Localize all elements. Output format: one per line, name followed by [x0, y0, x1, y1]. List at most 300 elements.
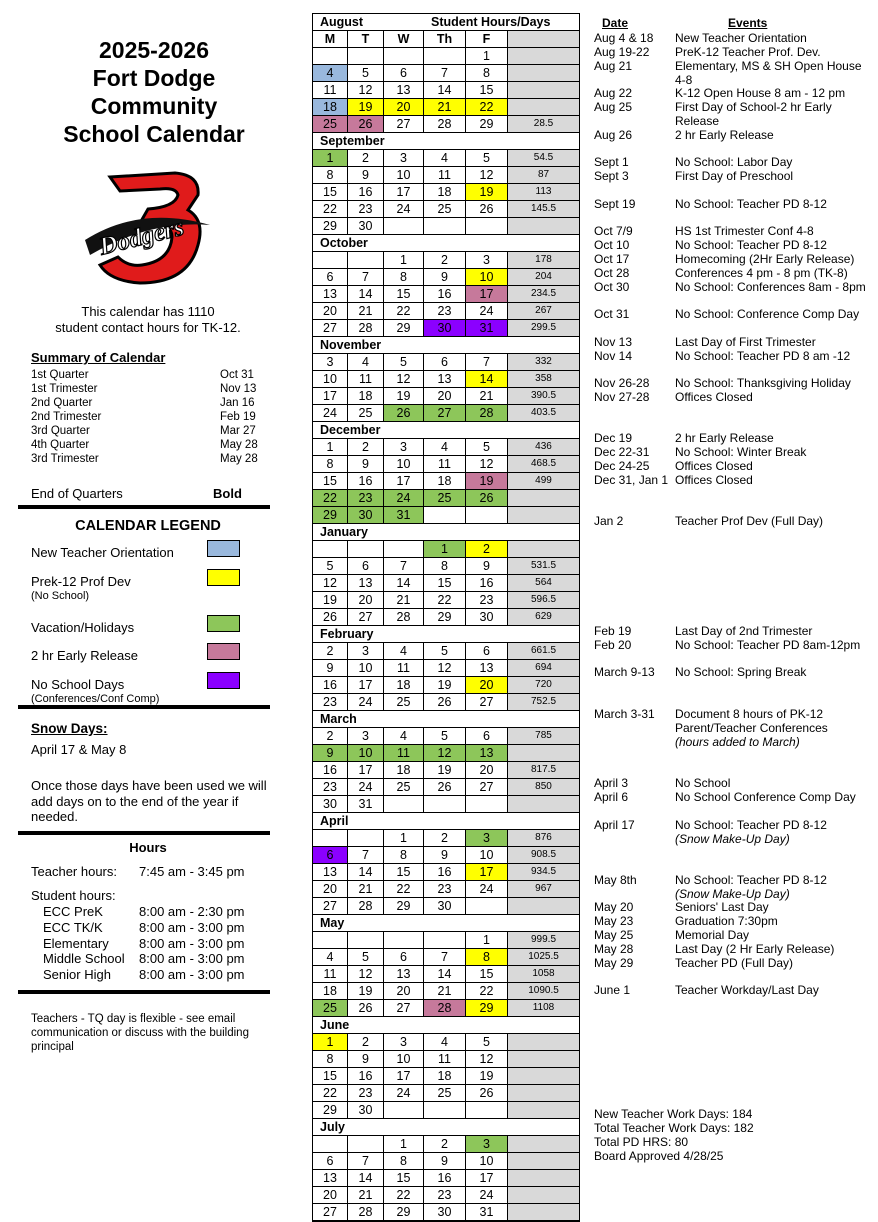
divider: [18, 705, 270, 709]
hours-cell: 204: [508, 269, 579, 285]
week-row: [313, 1034, 579, 1051]
day-cell: 23: [466, 592, 508, 608]
event-text: Document 8 hours of PK-12 Parent/Teacher Conferences: [675, 707, 828, 735]
event-text: No School: Teacher PD 8-12: [675, 238, 827, 252]
day-cell: 22: [384, 1187, 424, 1203]
legend-text: No School Days: [31, 677, 125, 692]
student-hours-value: 8:00 am - 2:30 pm: [139, 904, 245, 919]
hours-cell: [508, 1170, 579, 1186]
day-cell: 8: [313, 167, 348, 183]
day-cell: 8: [313, 1051, 348, 1067]
day-cell: 13: [466, 745, 508, 761]
event-text: Offices Closed: [675, 473, 753, 487]
event-date: Jan 2: [594, 514, 624, 528]
hours-cell: 1025.5: [508, 949, 579, 965]
day-cell: 11: [348, 371, 384, 387]
day-cell: [466, 1102, 508, 1118]
day-cell: 16: [313, 762, 348, 778]
summary-date: May 28: [220, 439, 258, 451]
event-text: First Day of School-2 hr Early Release: [675, 100, 832, 128]
week-row: [313, 490, 579, 507]
week-row: [313, 507, 579, 524]
student-hours-value: 8:00 am - 3:00 pm: [139, 967, 245, 982]
week-row: [313, 1051, 579, 1068]
day-cell: 14: [384, 575, 424, 591]
week-row: [313, 184, 579, 201]
day-cell: 5: [348, 65, 384, 81]
event-date: Aug 25: [594, 100, 633, 114]
day-cell: 23: [424, 1187, 466, 1203]
day-cell: 31: [384, 507, 424, 523]
day-cell: 16: [348, 1068, 384, 1084]
summary-row: [31, 397, 261, 411]
day-cell: 2: [424, 252, 466, 268]
day-cell: 10: [348, 660, 384, 676]
day-cell: 10: [384, 167, 424, 183]
hours-cell: 876: [508, 830, 579, 846]
event-date: April 6: [594, 790, 629, 804]
day-cell: [348, 252, 384, 268]
day-header-row: [313, 31, 579, 48]
month-header: May: [313, 915, 579, 932]
day-cell: 18: [424, 184, 466, 200]
legend-text: Vacation/Holidays: [31, 620, 135, 635]
event-text: No School: Teacher PD 8-12: [675, 197, 827, 211]
day-cell: 23: [313, 694, 348, 710]
day-cell: 7: [466, 354, 508, 370]
day-cell: 17: [384, 473, 424, 489]
legend-swatch: [207, 672, 240, 689]
hours-cell: [508, 745, 579, 761]
week-row: [313, 830, 579, 847]
day-cell: 7: [384, 558, 424, 574]
day-cell: 16: [424, 864, 466, 880]
week-row: [313, 1085, 579, 1102]
hours-cell: 54.5: [508, 150, 579, 166]
week-row: [313, 405, 579, 422]
day-cell: 27: [384, 116, 424, 132]
event-text: No School: Teacher PD 8-12: [675, 818, 827, 832]
day-cell: 3: [384, 150, 424, 166]
day-cell: 5: [466, 150, 508, 166]
day-cell: 4: [424, 439, 466, 455]
snow-days-heading: Snow Days:: [31, 721, 108, 736]
day-cell: 23: [348, 201, 384, 217]
event-date: May 25: [594, 928, 634, 942]
day-cell: 26: [466, 490, 508, 506]
hours-cell: [508, 1204, 579, 1220]
event-text: Homecoming (2Hr Early Release): [675, 252, 855, 266]
event-date: Nov 27-28: [594, 390, 650, 404]
day-cell: 8: [313, 456, 348, 472]
hours-cell: [508, 65, 579, 81]
summary-label: 2nd Quarter: [31, 397, 93, 409]
title-line: School Calendar: [63, 121, 245, 147]
event-date: March 9-13: [594, 665, 655, 679]
day-cell: 31: [466, 320, 508, 336]
svg-text:Dodgers: Dodgers: [96, 213, 187, 261]
day-cell: 13: [313, 864, 348, 880]
day-cell: 14: [466, 371, 508, 387]
day-cell: 23: [348, 1085, 384, 1101]
day-cell: 30: [348, 1102, 384, 1118]
hours-cell: 785: [508, 728, 579, 744]
day-cell: 11: [424, 456, 466, 472]
day-cell: 9: [348, 1051, 384, 1067]
event-text: New Teacher Orientation: [675, 31, 807, 45]
week-row: [313, 1170, 579, 1187]
day-header: Th: [424, 31, 466, 47]
day-cell: 8: [384, 847, 424, 863]
day-cell: 28: [424, 116, 466, 132]
hours-cell: 752.5: [508, 694, 579, 710]
event-text: Last Day of 2nd Trimester: [675, 624, 813, 638]
student-hours-value: 8:00 am - 3:00 pm: [139, 920, 245, 935]
event-text: No School: Teacher PD 8am-12pm: [675, 638, 861, 652]
day-cell: 27: [313, 320, 348, 336]
day-cell: [348, 1136, 384, 1152]
day-cell: 6: [384, 65, 424, 81]
day-cell: 15: [313, 1068, 348, 1084]
day-cell: 9: [348, 167, 384, 183]
day-cell: 12: [313, 575, 348, 591]
day-cell: 26: [348, 1000, 384, 1016]
summary-date: Feb 19: [220, 411, 256, 423]
day-cell: 1: [384, 252, 424, 268]
day-cell: 2: [313, 643, 348, 659]
day-cell: [313, 1136, 348, 1152]
day-cell: [348, 932, 384, 948]
hours-cell: 178: [508, 252, 579, 268]
week-row: [313, 779, 579, 796]
week-row: [313, 796, 579, 813]
snow-days-dates: April 17 & May 8: [31, 742, 127, 757]
day-cell: 16: [424, 1170, 466, 1186]
legend-swatch: [207, 615, 240, 632]
event-date: May 23: [594, 914, 634, 928]
hours-cell: [508, 1136, 579, 1152]
divider: [18, 831, 270, 835]
day-cell: 12: [424, 660, 466, 676]
day-cell: 29: [384, 898, 424, 914]
event-text: Last Day (2 Hr Early Release): [675, 942, 835, 956]
day-cell: 21: [384, 592, 424, 608]
day-cell: 19: [348, 983, 384, 999]
day-cell: 12: [348, 82, 384, 98]
hours-cell: 934.5: [508, 864, 579, 880]
day-cell: 16: [424, 286, 466, 302]
day-cell: 15: [466, 82, 508, 98]
day-cell: 8: [384, 1153, 424, 1169]
student-hours-label: ECC TK/K: [43, 920, 103, 935]
student-hours-value: 8:00 am - 3:00 pm: [139, 936, 245, 951]
month-header: January: [313, 524, 579, 541]
title-line: Fort Dodge: [92, 65, 216, 91]
summary-label: 2nd Trimester: [31, 411, 102, 423]
event-date: Aug 21: [594, 59, 633, 73]
week-row: [313, 592, 579, 609]
day-cell: [313, 541, 348, 557]
day-cell: 6: [348, 558, 384, 574]
hours-cell: [508, 1187, 579, 1203]
day-cell: 14: [424, 82, 466, 98]
day-cell: 20: [313, 881, 348, 897]
event-text: No School Conference Comp Day: [675, 790, 856, 804]
day-cell: 13: [466, 660, 508, 676]
day-cell: 21: [348, 303, 384, 319]
day-cell: [313, 932, 348, 948]
day-cell: 24: [384, 1085, 424, 1101]
day-cell: 18: [313, 983, 348, 999]
day-cell: 9: [348, 456, 384, 472]
event-text: No School: [675, 776, 731, 790]
day-cell: 8: [424, 558, 466, 574]
hours-cell: 468.5: [508, 456, 579, 472]
event-text: Teacher Prof Dev (Full Day): [675, 514, 824, 528]
day-cell: 20: [313, 1187, 348, 1203]
day-cell: [313, 830, 348, 846]
day-cell: 4: [313, 65, 348, 81]
day-cell: 8: [466, 65, 508, 81]
event-date: Nov 14: [594, 349, 633, 363]
month-header: November: [313, 337, 579, 354]
hours-cell: [508, 796, 579, 812]
hours-cell: [508, 48, 579, 64]
student-hours-label: Student hours:: [31, 888, 116, 903]
day-cell: 18: [313, 99, 348, 115]
event-date: Aug 19-22: [594, 45, 650, 59]
day-cell: 21: [424, 99, 466, 115]
day-cell: 29: [466, 1000, 508, 1016]
summary-row: [31, 425, 261, 439]
day-cell: [348, 541, 384, 557]
hours-cell: 967: [508, 881, 579, 897]
day-cell: 22: [313, 201, 348, 217]
week-row: [313, 932, 579, 949]
day-cell: 28: [384, 609, 424, 625]
day-cell: 22: [384, 303, 424, 319]
event-date: May 8th: [594, 873, 637, 887]
day-header: W: [384, 31, 424, 47]
legend-text: New Teacher Orientation: [31, 545, 174, 560]
week-row: [313, 252, 579, 269]
day-cell: 26: [424, 694, 466, 710]
event-date: Oct 31: [594, 307, 630, 321]
event-text: Memorial Day: [675, 928, 750, 942]
event-text: No School: Labor Day: [675, 155, 793, 169]
week-row: [313, 439, 579, 456]
day-cell: 1: [313, 150, 348, 166]
title-line: Community: [90, 93, 218, 119]
event-date: Oct 10: [594, 238, 630, 252]
day-cell: 5: [313, 558, 348, 574]
day-cell: 15: [466, 966, 508, 982]
day-cell: 5: [384, 354, 424, 370]
week-row: [313, 320, 579, 337]
student-hours-label: Elementary: [43, 936, 109, 951]
day-cell: 2: [424, 1136, 466, 1152]
day-cell: 3: [313, 354, 348, 370]
summary-heading: Summary of Calendar: [31, 350, 166, 365]
day-cell: 8: [466, 949, 508, 965]
day-cell: 30: [424, 320, 466, 336]
legend-label: [31, 620, 134, 635]
day-cell: 28: [348, 898, 384, 914]
day-cell: 19: [313, 592, 348, 608]
week-row: [313, 167, 579, 184]
day-cell: 25: [348, 405, 384, 421]
day-cell: 11: [313, 966, 348, 982]
day-cell: 29: [466, 116, 508, 132]
day-cell: 27: [348, 609, 384, 625]
month-header: September: [313, 133, 579, 150]
day-cell: [348, 830, 384, 846]
day-cell: 17: [348, 677, 384, 693]
day-cell: 14: [348, 864, 384, 880]
event-text: Teacher PD (Full Day): [675, 956, 794, 970]
student-hours-label: Middle School: [43, 951, 125, 966]
day-cell: 1: [466, 48, 508, 64]
day-cell: 6: [424, 354, 466, 370]
dodgers-logo: [80, 165, 215, 290]
day-cell: 26: [348, 116, 384, 132]
legend-label: [31, 677, 159, 707]
day-cell: 26: [424, 779, 466, 795]
week-row: [313, 218, 579, 235]
day-cell: 19: [466, 184, 508, 200]
event-text: Offices Closed: [675, 390, 753, 404]
day-cell: 3: [384, 439, 424, 455]
month-header: February: [313, 626, 579, 643]
hours-cell: [508, 1153, 579, 1169]
day-cell: 10: [384, 456, 424, 472]
week-row: [313, 643, 579, 660]
day-cell: 5: [466, 1034, 508, 1050]
day-cell: 25: [313, 116, 348, 132]
hours-cell: 817.5: [508, 762, 579, 778]
hours-cell: 145.5: [508, 201, 579, 217]
day-cell: 3: [348, 728, 384, 744]
student-hours-label: Senior High: [43, 967, 111, 982]
day-cell: 2: [348, 439, 384, 455]
day-cell: [466, 507, 508, 523]
calendar-title: [18, 36, 290, 148]
day-cell: 5: [466, 439, 508, 455]
day-cell: 24: [466, 881, 508, 897]
hours-cell: 1090.5: [508, 983, 579, 999]
day-cell: 11: [384, 745, 424, 761]
day-cell: 4: [313, 949, 348, 965]
day-cell: 6: [466, 643, 508, 659]
day-cell: 21: [348, 881, 384, 897]
calendar-header: August Student Hours/Days: [313, 14, 579, 31]
day-cell: 6: [313, 847, 348, 863]
week-row: [313, 983, 579, 1000]
hours-cell: [508, 218, 579, 234]
event-text: Last Day of First Trimester: [675, 335, 816, 349]
week-row: [313, 660, 579, 677]
hours-cell: 358: [508, 371, 579, 387]
day-cell: 30: [348, 507, 384, 523]
day-cell: [424, 48, 466, 64]
day-cell: 11: [384, 660, 424, 676]
snow-days-note: Once those days have been used we will add days on to the end of the year if needed.: [31, 778, 267, 824]
event-text: (hours added to March): [675, 735, 800, 749]
day-cell: 13: [313, 286, 348, 302]
day-cell: [424, 218, 466, 234]
day-cell: 29: [313, 1102, 348, 1118]
hours-cell: 629: [508, 609, 579, 625]
day-cell: 27: [466, 694, 508, 710]
day-cell: 28: [348, 320, 384, 336]
day-cell: 17: [466, 286, 508, 302]
day-cell: 21: [424, 983, 466, 999]
month-header: June: [313, 1017, 579, 1034]
events-heading: Events: [728, 16, 768, 30]
hours-cell: 720: [508, 677, 579, 693]
hours-cell: 28.5: [508, 116, 579, 132]
week-row: [313, 745, 579, 762]
day-cell: 18: [348, 388, 384, 404]
day-cell: 3: [466, 830, 508, 846]
day-cell: [424, 932, 466, 948]
event-text: PreK-12 Teacher Prof. Dev.: [675, 45, 821, 59]
week-row: [313, 371, 579, 388]
event-text: Conferences 4 pm - 8 pm (TK-8): [675, 266, 848, 280]
day-cell: 27: [424, 405, 466, 421]
day-cell: 18: [424, 1068, 466, 1084]
day-cell: 21: [348, 1187, 384, 1203]
day-cell: 7: [348, 1153, 384, 1169]
day-cell: 10: [348, 745, 384, 761]
hours-cell: [508, 1051, 579, 1067]
day-cell: [384, 932, 424, 948]
week-row: [313, 541, 579, 558]
event-date: Aug 22: [594, 86, 633, 100]
day-cell: 24: [313, 405, 348, 421]
day-cell: 2: [348, 1034, 384, 1050]
day-cell: 27: [313, 1204, 348, 1220]
hours-cell: 403.5: [508, 405, 579, 421]
day-cell: 16: [313, 677, 348, 693]
calendar-grid: [312, 13, 580, 1222]
event-text: Seniors' Last Day: [675, 900, 769, 914]
day-header: M: [313, 31, 348, 47]
summary-label: 4th Quarter: [31, 439, 90, 451]
day-cell: [384, 541, 424, 557]
day-cell: 30: [313, 796, 348, 812]
event-text: Graduation 7:30pm: [675, 914, 778, 928]
day-cell: 6: [466, 728, 508, 744]
hours-cell: [508, 490, 579, 506]
day-cell: 17: [348, 762, 384, 778]
day-cell: [466, 898, 508, 914]
week-row: [313, 1102, 579, 1119]
day-cell: [466, 796, 508, 812]
day-cell: 25: [424, 490, 466, 506]
events-date-heading: Date: [602, 16, 629, 30]
hours-cell: 908.5: [508, 847, 579, 863]
day-cell: 9: [424, 1153, 466, 1169]
month-header: October: [313, 235, 579, 252]
summary-date: May 28: [220, 453, 258, 465]
hours-cell: 499: [508, 473, 579, 489]
week-row: [313, 575, 579, 592]
day-cell: 31: [466, 1204, 508, 1220]
day-cell: 26: [466, 201, 508, 217]
week-row: [313, 762, 579, 779]
event-date: Oct 7/9: [594, 224, 633, 238]
